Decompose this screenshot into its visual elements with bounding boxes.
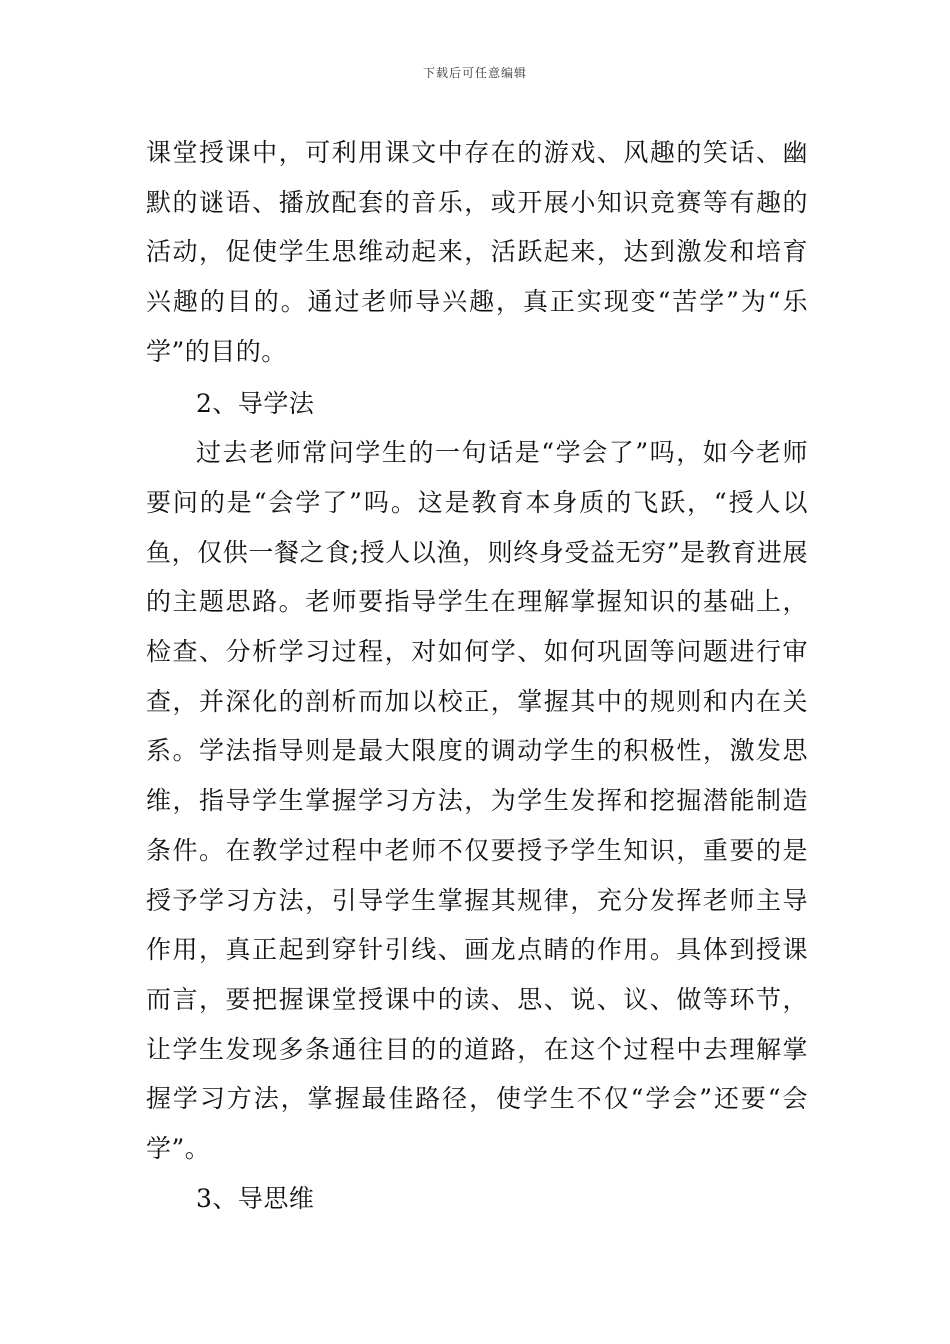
page-header: 下载后可任意编辑 bbox=[422, 66, 527, 80]
paragraph-study-method: 过去老师常问学生的一句话是“学会了”吗，如今老师要问的是“会学了”吗。这是教育本身质的飞跃，“授人以鱼，仅供一餐之食;授人以渔，则终身受益无穷”是教育进展的主题思路。老师要指导学生在理解掌握知识的基础上，检查、分析学习过程，对如何学、如何巩固等问题进行审查，并深化的剖析而加以校正，掌握其中的规则和内在关系。学法指导则是最大限度的调动学生的积极性，激发思维，指导学生掌握学习方法，为学生发挥和挖掘潜能制造条件。在教学过程中老师不仅要授予学生知识，重要的是授予学习方法，引导学生掌握其规律，充分发挥老师主导作用，真正起到穿针引线、画龙点睛的作用。具体到授课而言，要把握课堂授课中的读、思、说、议、做等环节，让学生发现多条通往目的的道路，在这个过程中去理解掌握学习方法，掌握最佳路径，使学生不仅“学会”还要“会学”。 bbox=[146, 438, 808, 1164]
section-heading-thinking: 3、导思维 bbox=[196, 1183, 315, 1213]
section-heading-study-method: 2、导学法 bbox=[196, 388, 315, 418]
document-body bbox=[146, 128, 808, 1223]
paragraph-interest: 课堂授课中，可利用课文中存在的游戏、风趣的笑话、幽默的谜语、播放配套的音乐，或开展小知识竞赛等有趣的活动，促使学生思维动起来，活跃起来，达到激发和培育兴趣的目的。通过老师导兴趣，真正实现变“苦学”为“乐学”的目的。 bbox=[146, 138, 808, 366]
